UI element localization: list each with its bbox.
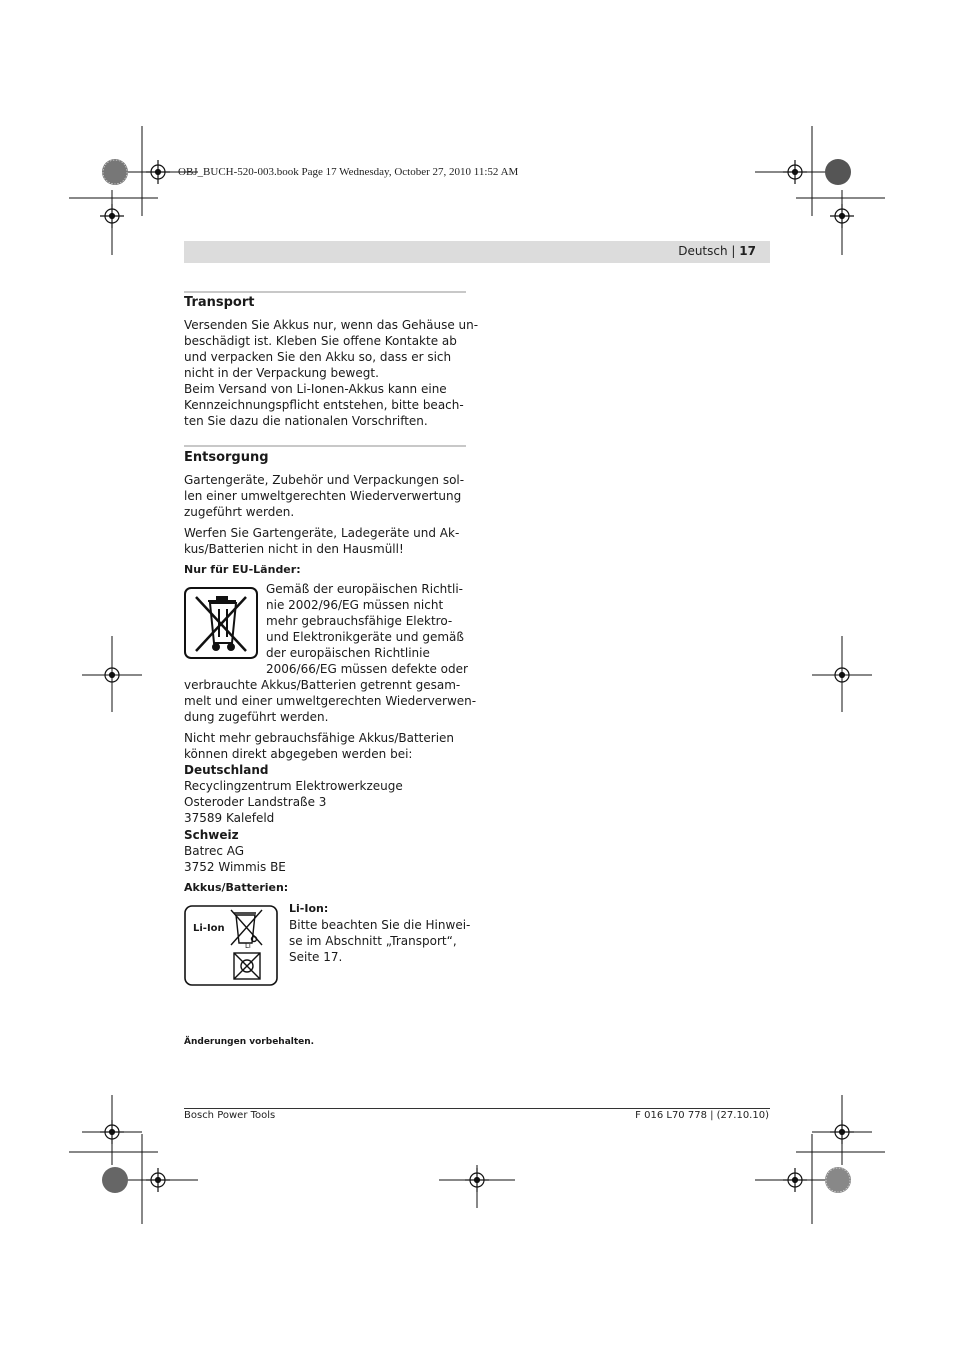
page-number: 17 — [739, 244, 756, 258]
address-line: Osteroder Landstraße 3 — [184, 795, 327, 809]
address-line: Batrec AG — [184, 844, 245, 858]
text-line: und Elektronikgeräte und gemäß — [266, 630, 464, 644]
text-line: Werfen Sie Gartengeräte, Ladegeräte und Ak- — [184, 526, 460, 540]
text-line: nicht in der Verpackung bewegt. — [184, 366, 379, 380]
entsorgung-para1 — [184, 472, 470, 520]
text-line: Nicht mehr gebrauchsfähige Akkus/Batterien — [184, 731, 455, 745]
text-line: kus/Batterien nicht in den Hausmüll! — [184, 542, 404, 556]
text-line: mehr gebrauchsfähige Elektro- — [266, 614, 453, 628]
text-line: 2006/66/EG müssen defekte oder — [266, 662, 468, 676]
text-line: beschädigt ist. Kleben Sie offene Kontakte ab — [184, 334, 457, 348]
address-line: 37589 Kalefeld — [184, 811, 275, 825]
text-line: der europäischen Richtlinie — [266, 646, 430, 660]
eu-text-continued — [184, 677, 477, 896]
address-line: 3752 Wimmis BE — [184, 860, 286, 874]
text-line: se im Abschnitt „Transport“, — [289, 934, 457, 948]
return-points — [184, 730, 470, 875]
weee-bin-icon — [184, 587, 258, 659]
header-language: Deutsch — [678, 244, 728, 258]
entsorgung-para2 — [184, 525, 470, 557]
section-rule — [184, 445, 466, 447]
section-title: Entsorgung — [184, 450, 269, 465]
liion-icon-label: Li-Ion — [193, 923, 225, 934]
liion-text — [289, 901, 470, 965]
liion-small-label: Li — [245, 942, 251, 950]
text-line: len einer umweltgerechten Wiederverwertung — [184, 489, 462, 503]
text-line: und verpacken Sie den Akku so, dass er sich — [184, 350, 452, 364]
footer-left: Bosch Power Tools — [184, 1110, 276, 1121]
section-title: Transport — [184, 295, 255, 310]
country-germany: Deutschland — [184, 763, 269, 777]
file-info: OBJ_BUCH-520-003.book Page 17 Wednesday, October 27, 2010 11:52 AM — [178, 166, 519, 178]
transport-section — [184, 294, 479, 429]
text-line: Bitte beachten Sie die Hinwei- — [289, 918, 471, 932]
text-line: Beim Versand von Li-Ionen-Akkus kann eine — [184, 382, 447, 396]
section-rule — [184, 291, 466, 293]
transport-text — [184, 317, 479, 429]
liion-heading: Li-Ion: — [289, 902, 329, 915]
text-line: Versenden Sie Akkus nur, wenn das Gehäuse un- — [184, 318, 479, 332]
text-line: können direkt abgegeben werden bei: — [184, 747, 413, 761]
page-header-label — [678, 244, 756, 258]
page-header-bar — [184, 241, 770, 263]
text-line: dung zugeführt werden. — [184, 710, 329, 724]
eu-heading: Nur für EU-Länder: — [184, 563, 301, 576]
address-line: Recyclingzentrum Elektrowerkzeuge — [184, 779, 403, 793]
country-switzerland: Schweiz — [184, 828, 239, 842]
entsorgung-section — [184, 449, 470, 578]
text-line: Kennzeichnungspflicht entstehen, bitte beach- — [184, 398, 464, 412]
header-separator: | — [731, 244, 736, 258]
text-line: Gemäß der europäischen Richtli- — [266, 582, 463, 596]
text-line: nie 2002/96/EG müssen nicht — [266, 598, 444, 612]
akkus-heading: Akkus/Batterien: — [184, 881, 289, 894]
text-line: ten Sie dazu die nationalen Vorschriften. — [184, 414, 428, 428]
changes-note: Änderungen vorbehalten. — [184, 1037, 315, 1047]
text-line: verbrauchte Akkus/Batterien getrennt gesam- — [184, 678, 461, 692]
text-line: zugeführt werden. — [184, 505, 295, 519]
text-line: melt und einer umweltgerechten Wiederverwen- — [184, 694, 477, 708]
text-line: Seite 17. — [289, 950, 343, 964]
text-line: Gartengeräte, Zubehör und Verpackungen sol- — [184, 473, 465, 487]
footer-rule — [184, 1108, 770, 1109]
eu-text-beside — [266, 581, 468, 677]
footer-right: F 016 L70 778 | (27.10.10) — [635, 1110, 769, 1121]
liion-battery-icon — [184, 905, 278, 986]
